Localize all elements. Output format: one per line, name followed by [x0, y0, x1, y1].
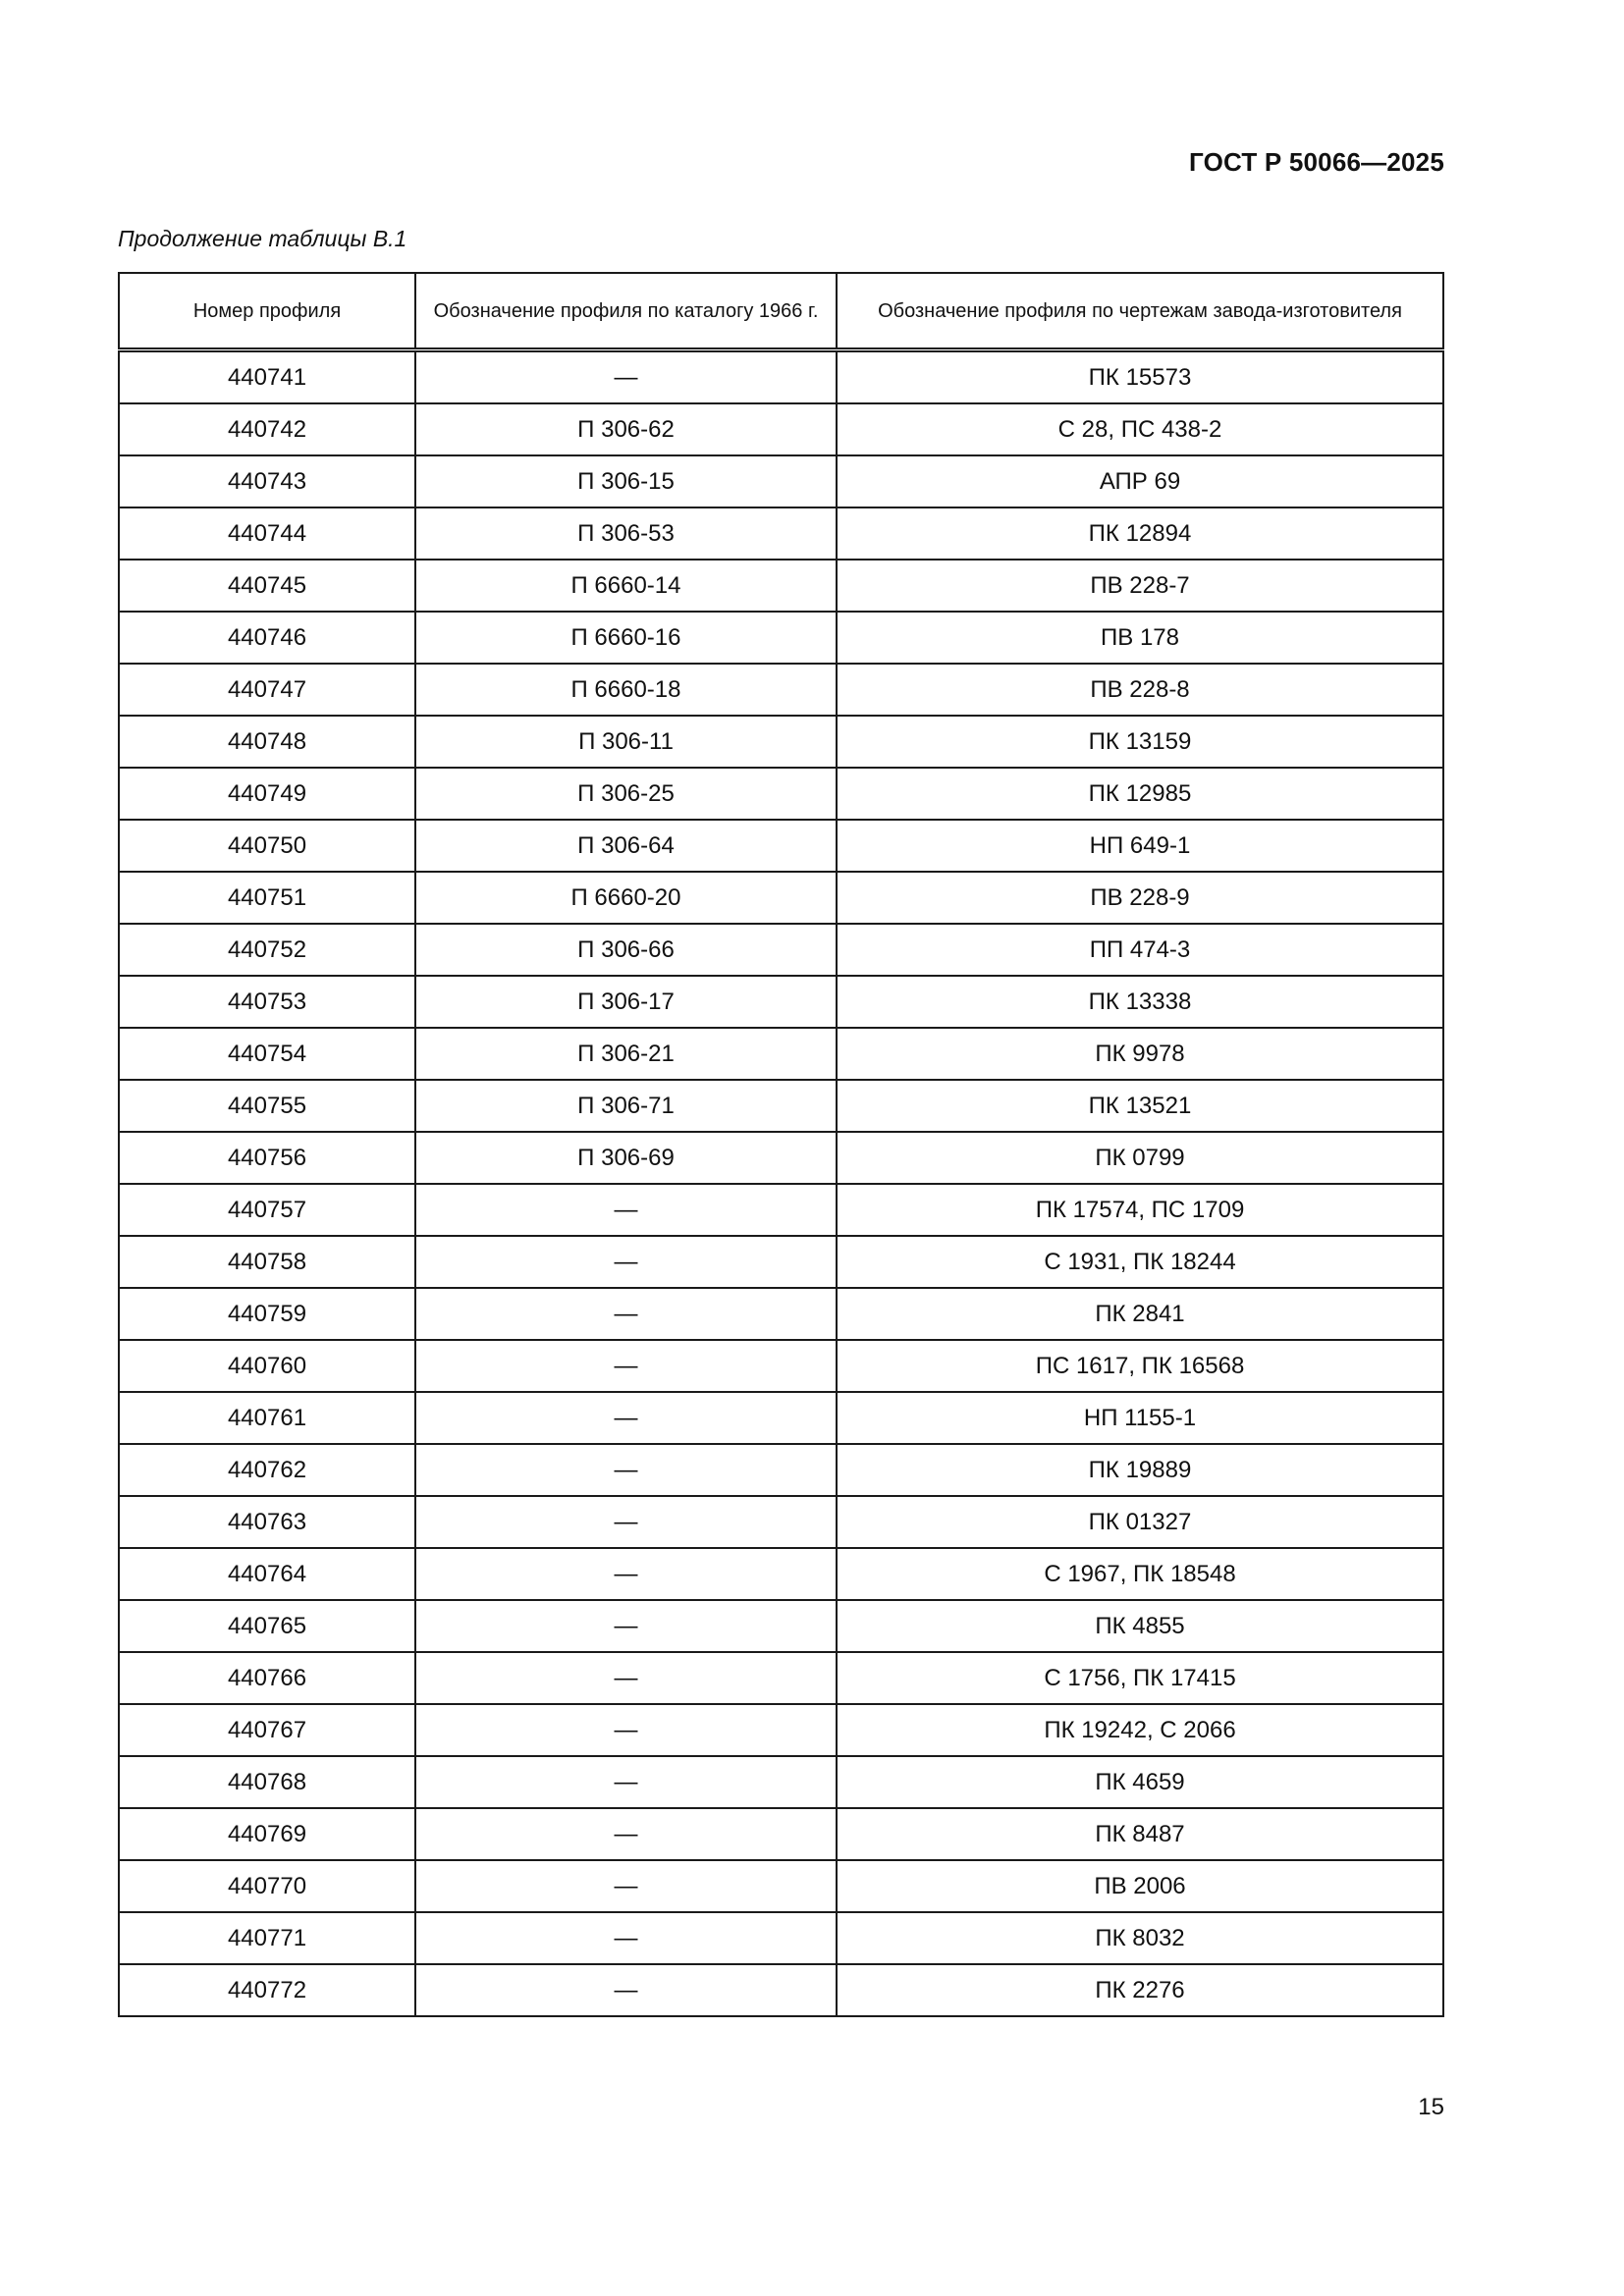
header-profile-number: Номер профиля — [119, 273, 415, 350]
cell-profile-number: 440755 — [119, 1080, 415, 1132]
cell-catalog-designation: — — [415, 1288, 837, 1340]
table-row — [119, 1080, 1443, 1132]
table-row — [119, 1704, 1443, 1756]
table-row — [119, 716, 1443, 768]
cell-profile-number: 440753 — [119, 976, 415, 1028]
cell-profile-number: 440760 — [119, 1340, 415, 1392]
header-catalog-designation: Обозначение профиля по каталогу 1966 г. — [415, 273, 837, 350]
cell-factory-designation: ПК 13338 — [837, 976, 1443, 1028]
cell-factory-designation: ПК 0799 — [837, 1132, 1443, 1184]
cell-factory-designation: ПК 9978 — [837, 1028, 1443, 1080]
cell-profile-number: 440754 — [119, 1028, 415, 1080]
cell-profile-number: 440762 — [119, 1444, 415, 1496]
cell-factory-designation: С 1756, ПК 17415 — [837, 1652, 1443, 1704]
table-row — [119, 560, 1443, 612]
table-row — [119, 768, 1443, 820]
cell-catalog-designation: — — [415, 1808, 837, 1860]
cell-catalog-designation: — — [415, 1964, 837, 2016]
table-row — [119, 1236, 1443, 1288]
cell-factory-designation: ПК 2276 — [837, 1964, 1443, 2016]
cell-profile-number: 440744 — [119, 507, 415, 560]
cell-factory-designation: ПК 8487 — [837, 1808, 1443, 1860]
table-row — [119, 1912, 1443, 1964]
cell-factory-designation: ПК 19889 — [837, 1444, 1443, 1496]
cell-profile-number: 440758 — [119, 1236, 415, 1288]
cell-catalog-designation: П 306-64 — [415, 820, 837, 872]
cell-profile-number: 440771 — [119, 1912, 415, 1964]
table-row — [119, 820, 1443, 872]
cell-catalog-designation: П 306-21 — [415, 1028, 837, 1080]
cell-factory-designation: ПК 2841 — [837, 1288, 1443, 1340]
cell-factory-designation: С 1931, ПК 18244 — [837, 1236, 1443, 1288]
cell-factory-designation: НП 649-1 — [837, 820, 1443, 872]
cell-profile-number: 440743 — [119, 455, 415, 507]
table-row — [119, 1600, 1443, 1652]
cell-profile-number: 440746 — [119, 612, 415, 664]
cell-factory-designation: ПВ 178 — [837, 612, 1443, 664]
cell-catalog-designation: — — [415, 1756, 837, 1808]
cell-factory-designation: ПК 17574, ПС 1709 — [837, 1184, 1443, 1236]
cell-profile-number: 440761 — [119, 1392, 415, 1444]
cell-factory-designation: ПК 12894 — [837, 507, 1443, 560]
cell-profile-number: 440763 — [119, 1496, 415, 1548]
cell-factory-designation: ПК 15573 — [837, 350, 1443, 404]
cell-profile-number: 440745 — [119, 560, 415, 612]
table-row — [119, 872, 1443, 924]
cell-catalog-designation: — — [415, 1860, 837, 1912]
cell-catalog-designation: П 306-66 — [415, 924, 837, 976]
document-code: ГОСТ Р 50066—2025 — [1189, 147, 1444, 177]
cell-profile-number: 440749 — [119, 768, 415, 820]
table-row — [119, 1964, 1443, 2016]
cell-factory-designation: ПК 13521 — [837, 1080, 1443, 1132]
cell-catalog-designation: П 306-25 — [415, 768, 837, 820]
cell-catalog-designation: — — [415, 1444, 837, 1496]
cell-catalog-designation: — — [415, 1184, 837, 1236]
cell-factory-designation: ПК 19242, С 2066 — [837, 1704, 1443, 1756]
cell-profile-number: 440768 — [119, 1756, 415, 1808]
cell-catalog-designation: — — [415, 1340, 837, 1392]
cell-profile-number: 440764 — [119, 1548, 415, 1600]
table-row — [119, 1340, 1443, 1392]
cell-factory-designation: С 28, ПС 438-2 — [837, 403, 1443, 455]
header-factory-designation: Обозначение профиля по чертежам завода-изготовителя — [837, 273, 1443, 350]
cell-profile-number: 440757 — [119, 1184, 415, 1236]
table-row — [119, 1028, 1443, 1080]
cell-catalog-designation: П 6660-16 — [415, 612, 837, 664]
cell-factory-designation: ПК 01327 — [837, 1496, 1443, 1548]
cell-factory-designation: ПК 4855 — [837, 1600, 1443, 1652]
cell-profile-number: 440750 — [119, 820, 415, 872]
cell-factory-designation: ПВ 228-9 — [837, 872, 1443, 924]
cell-profile-number: 440741 — [119, 350, 415, 404]
cell-factory-designation: ПК 13159 — [837, 716, 1443, 768]
table-row — [119, 924, 1443, 976]
table-row — [119, 664, 1443, 716]
cell-profile-number: 440759 — [119, 1288, 415, 1340]
cell-profile-number: 440772 — [119, 1964, 415, 2016]
cell-profile-number: 440756 — [119, 1132, 415, 1184]
table-caption: Продолжение таблицы В.1 — [118, 226, 407, 251]
cell-catalog-designation: — — [415, 1236, 837, 1288]
cell-catalog-designation: П 306-11 — [415, 716, 837, 768]
cell-factory-designation: ПК 12985 — [837, 768, 1443, 820]
table-row — [119, 1756, 1443, 1808]
cell-catalog-designation: — — [415, 1652, 837, 1704]
cell-profile-number: 440770 — [119, 1860, 415, 1912]
cell-factory-designation: НП 1155-1 — [837, 1392, 1443, 1444]
cell-profile-number: 440769 — [119, 1808, 415, 1860]
cell-catalog-designation: — — [415, 1600, 837, 1652]
cell-profile-number: 440767 — [119, 1704, 415, 1756]
cell-catalog-designation: — — [415, 1912, 837, 1964]
cell-catalog-designation: П 306-62 — [415, 403, 837, 455]
cell-catalog-designation: П 306-69 — [415, 1132, 837, 1184]
cell-factory-designation: ПК 4659 — [837, 1756, 1443, 1808]
table-row — [119, 1548, 1443, 1600]
table-row — [119, 1496, 1443, 1548]
table-row — [119, 350, 1443, 404]
cell-catalog-designation: П 306-15 — [415, 455, 837, 507]
table-row — [119, 403, 1443, 455]
cell-catalog-designation: П 306-17 — [415, 976, 837, 1028]
table-body — [119, 350, 1443, 2017]
cell-profile-number: 440742 — [119, 403, 415, 455]
table-row — [119, 1652, 1443, 1704]
cell-catalog-designation: П 6660-18 — [415, 664, 837, 716]
cell-factory-designation: ПК 8032 — [837, 1912, 1443, 1964]
cell-catalog-designation: П 306-53 — [415, 507, 837, 560]
cell-catalog-designation: — — [415, 1548, 837, 1600]
table-row — [119, 1132, 1443, 1184]
table-row — [119, 1860, 1443, 1912]
table-row — [119, 1808, 1443, 1860]
cell-factory-designation: АПР 69 — [837, 455, 1443, 507]
table-row — [119, 1288, 1443, 1340]
cell-catalog-designation: — — [415, 1496, 837, 1548]
table-header-row — [119, 273, 1443, 350]
table-header — [119, 273, 1443, 350]
cell-factory-designation: ПП 474-3 — [837, 924, 1443, 976]
cell-profile-number: 440752 — [119, 924, 415, 976]
cell-catalog-designation: П 306-71 — [415, 1080, 837, 1132]
cell-catalog-designation: П 6660-14 — [415, 560, 837, 612]
cell-profile-number: 440765 — [119, 1600, 415, 1652]
cell-factory-designation: ПВ 228-7 — [837, 560, 1443, 612]
cell-factory-designation: С 1967, ПК 18548 — [837, 1548, 1443, 1600]
cell-profile-number: 440748 — [119, 716, 415, 768]
table-row — [119, 455, 1443, 507]
table-row — [119, 507, 1443, 560]
table-row — [119, 1392, 1443, 1444]
cell-profile-number: 440751 — [119, 872, 415, 924]
cell-catalog-designation: — — [415, 1392, 837, 1444]
cell-factory-designation: ПС 1617, ПК 16568 — [837, 1340, 1443, 1392]
page-number: 15 — [1418, 2094, 1444, 2120]
cell-catalog-designation: — — [415, 350, 837, 404]
table-row — [119, 1184, 1443, 1236]
table-row — [119, 612, 1443, 664]
cell-catalog-designation: П 6660-20 — [415, 872, 837, 924]
table-row — [119, 976, 1443, 1028]
cell-factory-designation: ПВ 2006 — [837, 1860, 1443, 1912]
table-row — [119, 1444, 1443, 1496]
cell-profile-number: 440766 — [119, 1652, 415, 1704]
cell-factory-designation: ПВ 228-8 — [837, 664, 1443, 716]
profiles-table — [118, 272, 1444, 2017]
cell-catalog-designation: — — [415, 1704, 837, 1756]
cell-profile-number: 440747 — [119, 664, 415, 716]
